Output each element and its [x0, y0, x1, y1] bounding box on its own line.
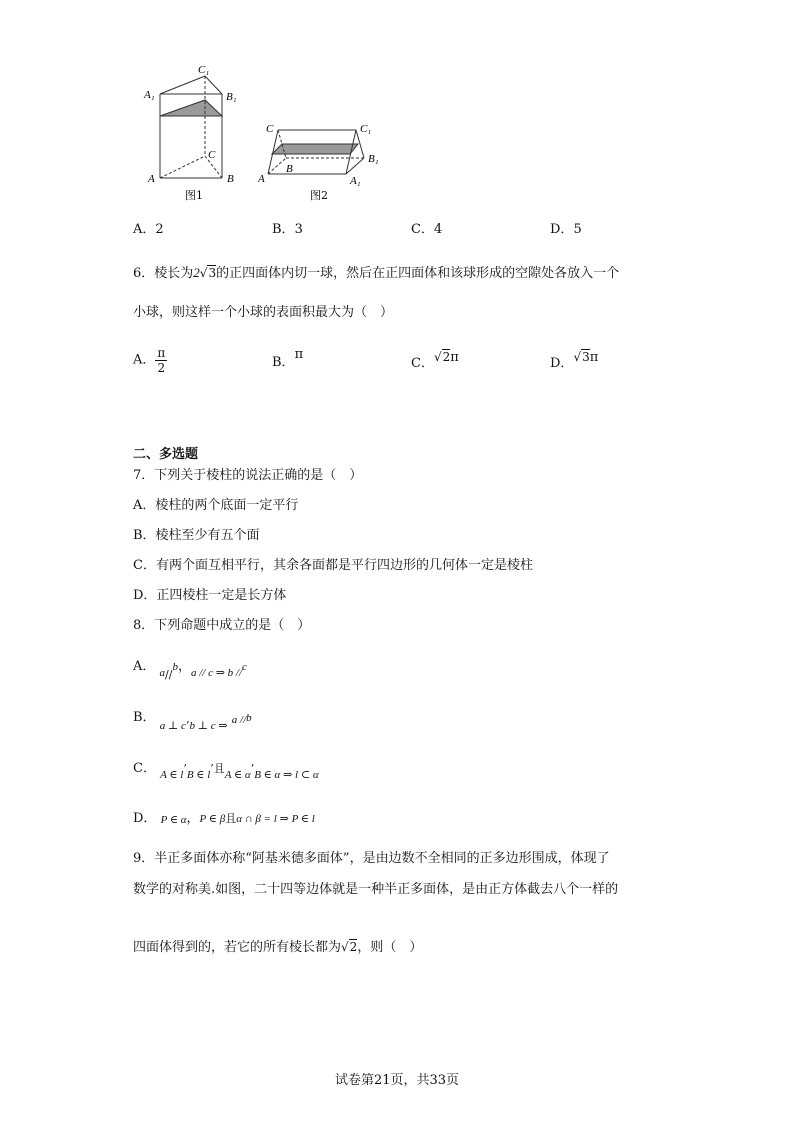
- q7-option-d: D．正四棱柱一定是长方体: [133, 588, 287, 603]
- sqrt-3: √3: [199, 266, 217, 280]
- q8-stem: 8．下列命题中成立的是（ ）: [133, 618, 311, 633]
- q7-option-a: A．棱柱的两个底面一定平行: [133, 498, 299, 513]
- q6-stem-line1: 6．棱长为2√3的正四面体内切一球，然后在正四面体和该球形成的空隙处各放入一个: [133, 265, 620, 281]
- fig2-label-a1: A₁: [350, 175, 361, 187]
- q7-option-b: B．棱柱至少有五个面: [133, 528, 260, 543]
- fig2-label-a: A: [258, 173, 265, 185]
- q8-option-d: D． P ∈ α，P ∈ β且α ∩ β = l ⇒ P ∈ l: [133, 811, 315, 826]
- q6-option-d: D．√3π: [550, 350, 599, 371]
- q8-option-a: A． $_{a//}$b，$_{a // c \Rightarrow b //}$c: [133, 659, 247, 681]
- q8-option-b: B． $_{a \perp c’b \perp c \Rightarrow}$ a //b: [133, 710, 252, 732]
- fig2-label-b: B: [286, 163, 293, 175]
- figure-1-prism: [140, 62, 250, 202]
- q9-line3: 四面体得到的，若它的所有棱长都为√2，则（ ）: [133, 940, 423, 955]
- q9-line1: 9．半正多面体亦称“阿基米德多面体”，是由边数不全相同的正多边形围成，体现了: [133, 851, 610, 866]
- q5-option-a: A．2: [133, 222, 164, 237]
- fig1-label-c: C: [208, 149, 216, 161]
- q6-option-a: A． $\frac{\pi}{2}$: [133, 346, 166, 375]
- q5-option-b: B．3: [272, 222, 303, 237]
- q5-option-c: C．4: [411, 222, 443, 237]
- page-footer: 试卷第21页，共33页: [334, 1073, 460, 1088]
- section-title: 二、多选题: [133, 447, 199, 462]
- fig1-label-c1: C₁: [198, 64, 210, 76]
- q8-option-c: C． $_{A \in l}’_{B \in l}$’且$_{A \in \alpha}’_{B \in \alpha \Rightarrow l \subset \alpha}$: [133, 761, 319, 781]
- fig1-label-b: B: [227, 173, 234, 185]
- q9-line2: 数学的对称美.如图，二十四等边体就是一种半正多面体，是由正方体截去八个一样的: [133, 882, 619, 897]
- fig1-caption: 图1: [185, 189, 203, 202]
- figure-2-prism: [258, 112, 393, 202]
- fig1-label-a1: A₁: [144, 89, 155, 101]
- fig2-label-b1: B₁: [368, 153, 379, 165]
- q7-stem: 7．下列关于棱柱的说法正确的是（ ）: [133, 468, 363, 483]
- q6-stem-line2: 小球，则这样一个小球的表面积最大为（ ）: [133, 305, 394, 320]
- q5-option-d: D．5: [550, 222, 582, 237]
- fig2-label-c: C: [266, 123, 274, 135]
- q6-option-b: B．π: [272, 347, 304, 370]
- q6-option-c: C．√2π: [411, 350, 459, 371]
- fig1-label-a: A: [148, 173, 155, 185]
- fig2-caption: 图2: [310, 189, 328, 202]
- fig2-label-c1: C₁: [360, 123, 372, 135]
- q7-option-c: C．有两个面互相平行，其余各面都是平行四边形的几何体一定是棱柱: [133, 558, 533, 573]
- fig1-label-b1: B₁: [226, 91, 237, 103]
- fig1-shaded-section: [160, 100, 222, 116]
- fig2-shaded-section: [272, 144, 358, 154]
